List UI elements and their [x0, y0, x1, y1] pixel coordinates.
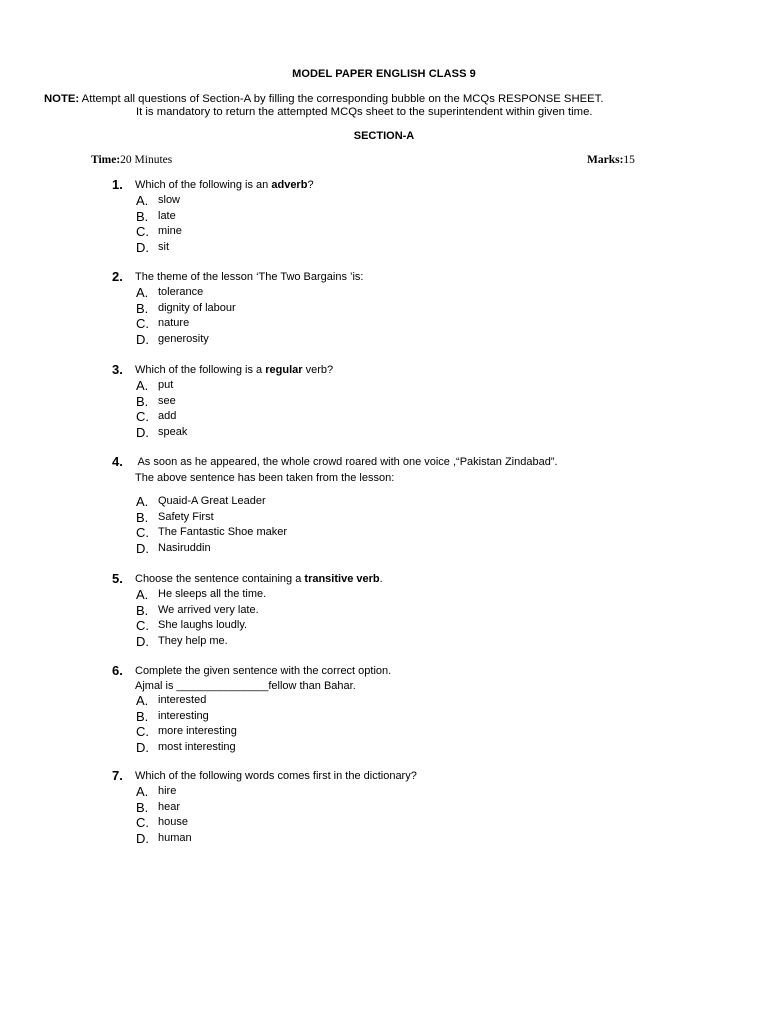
- option-text: speak: [158, 425, 188, 438]
- option-text: Safety First: [158, 510, 214, 523]
- question-subtext: The above sentence has been taken from the lesson:: [135, 472, 395, 484]
- option-text: Quaid-A Great Leader: [158, 495, 266, 507]
- option-d: [112, 240, 712, 256]
- option-text: add: [158, 410, 177, 423]
- option-letter: A.: [136, 693, 149, 708]
- option-letter: C.: [136, 316, 149, 332]
- option-letter: C.: [136, 724, 149, 740]
- option-a: [112, 378, 712, 394]
- option-letter: B.: [136, 708, 149, 724]
- option-letter: A.: [136, 193, 149, 208]
- marks-value: 15: [623, 154, 635, 166]
- option-letter: B.: [136, 300, 149, 316]
- marks-info: [587, 154, 635, 166]
- option-d: [112, 332, 712, 348]
- page-title: MODEL PAPER ENGLISH CLASS 9: [292, 68, 476, 80]
- option-letter: B.: [136, 509, 149, 525]
- option-b: [112, 209, 712, 225]
- option-letter: D.: [136, 239, 149, 255]
- question-text: Which of the following is a regular verb?: [135, 364, 334, 376]
- question-3: [112, 362, 712, 440]
- marks-label: Marks:: [587, 154, 624, 166]
- question-text: The theme of the lesson ‘The Two Bargains ’is:: [135, 271, 364, 283]
- option-b: [112, 603, 712, 619]
- question-number: 7.: [112, 768, 123, 783]
- section-heading: SECTION-A: [353, 130, 415, 142]
- option-b: [112, 394, 712, 410]
- time-info: [91, 154, 172, 166]
- note-line-1: Attempt all questions of Section-A by filling the corresponding bubble on the MCQs RESPONSE SHEET.: [81, 93, 604, 105]
- option-text: generosity: [158, 332, 209, 345]
- option-text: late: [158, 209, 176, 222]
- time-value: 20 Minutes: [120, 154, 173, 166]
- option-letter: D.: [136, 739, 149, 755]
- option-c: [112, 316, 712, 332]
- question-2: [112, 269, 712, 347]
- option-c: [112, 409, 712, 425]
- option-text: more interesting: [158, 725, 237, 738]
- option-letter: B.: [136, 208, 149, 224]
- option-letter: B.: [136, 393, 149, 409]
- option-d: [112, 831, 712, 847]
- option-text: Nasiruddin: [158, 541, 211, 554]
- question-text: As soon as he appeared, the whole crowd roared with one voice ,“Pakistan Zindabad”.: [135, 456, 558, 468]
- option-text: interesting: [158, 709, 209, 722]
- question-text: Which of the following words comes first in the dictionary?: [135, 770, 417, 782]
- option-letter: C.: [136, 525, 149, 541]
- option-text: most interesting: [158, 740, 236, 753]
- note-line-2: It is mandatory to return the attempted MCQs sheet to the superintendent within given time.: [136, 106, 593, 118]
- option-c: [112, 525, 712, 541]
- question-subtext: Ajmal is _______________fellow than Bahar.: [135, 680, 356, 692]
- option-a: [112, 587, 712, 603]
- option-d: [112, 541, 712, 557]
- option-a: [112, 285, 712, 301]
- question-6: [112, 663, 712, 755]
- option-letter: A.: [136, 494, 149, 509]
- option-b: [112, 510, 712, 526]
- option-text: We arrived very late.: [158, 603, 259, 616]
- option-text: hire: [158, 785, 177, 797]
- question-5: [112, 571, 712, 649]
- option-b: [112, 709, 712, 725]
- note-label: NOTE:: [44, 93, 80, 105]
- question-number: 1.: [112, 177, 123, 192]
- question-number: 5.: [112, 571, 123, 586]
- option-text: dignity of labour: [158, 301, 236, 314]
- time-label: Time:: [91, 154, 121, 166]
- question-text: Choose the sentence containing a transitive verb.: [135, 573, 383, 585]
- option-text: hear: [158, 800, 181, 813]
- option-text: The Fantastic Shoe maker: [158, 526, 288, 539]
- option-letter: C.: [136, 618, 149, 634]
- option-c: [112, 224, 712, 240]
- option-letter: D.: [136, 424, 149, 440]
- option-letter: A.: [136, 587, 149, 602]
- option-text: human: [158, 831, 192, 844]
- option-d: [112, 740, 712, 756]
- question-7: [112, 768, 712, 846]
- option-letter: B.: [136, 602, 149, 618]
- option-letter: D.: [136, 540, 149, 556]
- option-letter: A.: [136, 285, 149, 300]
- option-text: He sleeps all the time.: [158, 588, 267, 600]
- option-letter: B.: [136, 799, 149, 815]
- option-letter: C.: [136, 409, 149, 425]
- question-text: Which of the following is an adverb?: [135, 179, 314, 191]
- option-text: interested: [158, 694, 207, 706]
- question-text: Complete the given sentence with the correct option.: [135, 665, 392, 677]
- option-a: [112, 784, 712, 800]
- option-letter: C.: [136, 224, 149, 240]
- option-b: [112, 800, 712, 816]
- option-c: [112, 618, 712, 634]
- option-text: sit: [158, 240, 169, 253]
- option-text: nature: [158, 317, 190, 330]
- question-4: [112, 454, 712, 556]
- question-number: 3.: [112, 362, 123, 377]
- option-d: [112, 634, 712, 650]
- option-text: slow: [158, 194, 181, 206]
- question-number: 6.: [112, 663, 123, 678]
- question-1: [112, 177, 712, 255]
- option-a: [112, 193, 712, 209]
- option-letter: C.: [136, 815, 149, 831]
- option-text: They help me.: [158, 634, 228, 647]
- option-text: She laughs loudly.: [158, 619, 248, 632]
- question-number: 4.: [112, 454, 123, 469]
- option-a: [112, 494, 712, 510]
- option-b: [112, 301, 712, 317]
- option-text: mine: [158, 225, 182, 238]
- option-d: [112, 425, 712, 441]
- option-text: tolerance: [158, 286, 204, 298]
- option-c: [112, 724, 712, 740]
- note: [44, 93, 734, 119]
- question-number: 2.: [112, 269, 123, 284]
- option-text: put: [158, 379, 174, 391]
- option-a: [112, 693, 712, 709]
- option-letter: D.: [136, 331, 149, 347]
- option-letter: D.: [136, 830, 149, 846]
- option-text: house: [158, 816, 188, 829]
- option-letter: A.: [136, 784, 149, 799]
- option-letter: A.: [136, 378, 149, 393]
- option-c: [112, 815, 712, 831]
- option-text: see: [158, 394, 176, 407]
- option-letter: D.: [136, 633, 149, 649]
